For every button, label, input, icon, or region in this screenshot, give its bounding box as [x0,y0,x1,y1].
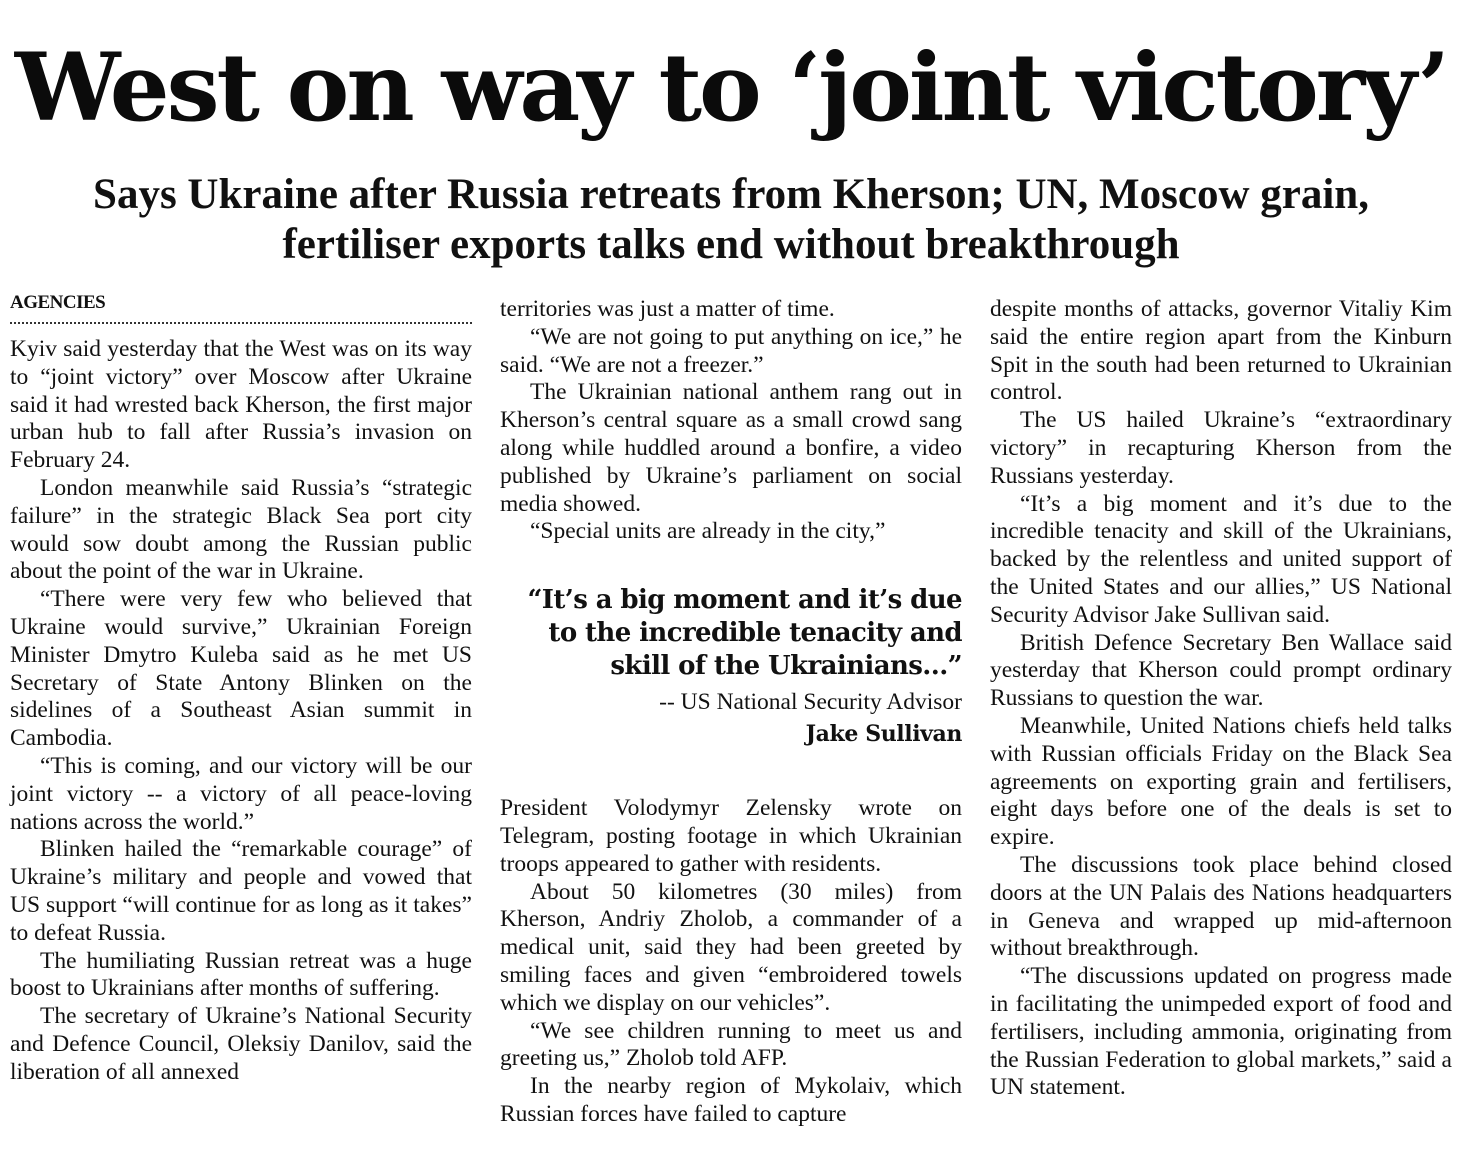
paragraph: “We see children running to meet us and greeting us,” Zholob told AFP. [500,1017,962,1072]
paragraph: In the nearby region of Mykolaiv, which Russian forces have failed to capture [500,1073,962,1127]
pull-quote-attribution: -- US National Security Advisor [659,689,962,716]
paragraph: Kyiv said yesterday that the West was on its way to “joint victory” over Moscow after Ukraine said it had wrested back Kherson, the first major urban hub to fall after Russia’s invasion on February 24. [10,336,472,474]
byline: AGENCIES [10,290,472,324]
pull-quote-name: Jake Sullivan [805,721,962,748]
paragraph: The discussions took place behind closed doors at the UN Palais des Nations headquarters in Geneva and wrapped up mid-afternoon without breakthrough. [990,851,1452,962]
paragraph: The humiliating Russian retreat was a huge boost to Ukrainians after months of suffering. [10,947,472,1002]
paragraph: The US hailed Ukraine’s “extraordinary victory” in recapturing Kherson from the Russians yesterday. [990,407,1452,489]
subheadline: Says Ukraine after Russia retreats from Kherson; UN, Moscow grain, fertiliser exports talks end without breakthrough [93,171,1369,268]
article-column-1 [10,290,472,1087]
paragraph: British Defence Secretary Ben Wallace said yesterday that Kherson could prompt ordinary Russians to question the war. [990,629,1452,712]
article-column-3 [990,296,1452,1102]
paragraph: President Volodymyr Zelensky wrote on Telegram, posting footage in which Ukrainian troops appeared to gather with residents. [500,795,962,877]
paragraph: despite months of attacks, governor Vitaliy Kim said the entire region apart from the Kinburn Spit in the south had been returned to Ukrainian control. [990,296,1452,406]
paragraph: “Special units are already in the city,” [530,518,886,545]
paragraph: Meanwhile, United Nations chiefs held talks with Russian officials Friday on the Black Sea agreements on exporting grain and fertilisers, eight days before one of the deals is set to expire. [990,712,1452,851]
paragraph: Blinken hailed the “remarkable courage” of Ukraine’s military and people and vowed that US support “will continue for as long as it takes” to defeat Russia. [10,836,472,946]
headline: West on way to ‘joint victory’ [14,33,1448,143]
paragraph: The secretary of Ukraine’s National Security and Defence Council, Oleksiy Danilov, said the liberation of all annexed [10,1003,472,1085]
paragraph: “We are not going to put anything on ice,” he said. “We are not a freezer.” [500,323,962,378]
paragraph: London meanwhile said Russia’s “strategic failure” in the strategic Black Sea port city would sow doubt among the Russian public about the point of the war in Ukraine. [10,474,472,585]
paragraph: “This is coming, and our victory will be our joint victory -- a victory of all peace-loving nations across the world.” [10,752,472,835]
pull-quote-text: “It’s a big moment and it’s due to the incredible tenacity and skill of the Ukrainians...” [527,585,962,682]
paragraph: “It’s a big moment and it’s due to the incredible tenacity and skill of the Ukrainians, backed by the relentless and united support of the United States and our allies,” US National Security Advisor Jake Sullivan said. [990,490,1452,628]
paragraph: “The discussions updated on progress made in facilitating the unimpeded export of food and fertilisers, including ammonia, originating from the Russian Federation to global markets,” said a UN statement. [990,963,1452,1101]
paragraph: About 50 kilometres (30 miles) from Kherson, Andriy Zholob, a commander of a medical unit, said they had been greeted by smiling faces and given “embroidered towels which we display on our vehicles”. [500,878,962,1016]
paragraph: The Ukrainian national anthem rang out in Kherson’s central square as a small crowd sang along while huddled around a bonfire, a video published by Ukraine’s parliament on social media showed. [500,379,962,517]
paragraph: territories was just a matter of time. [500,296,835,322]
article-column-2 [500,296,962,1129]
pull-quote [500,584,962,751]
paragraph: “There were very few who believed that Ukraine would survive,” Ukrainian Foreign Minister Dmytro Kuleba said as he met US Secretary of State Antony Blinken on the sidelines of a Southeast Asian summit in Cambodia. [10,586,472,752]
